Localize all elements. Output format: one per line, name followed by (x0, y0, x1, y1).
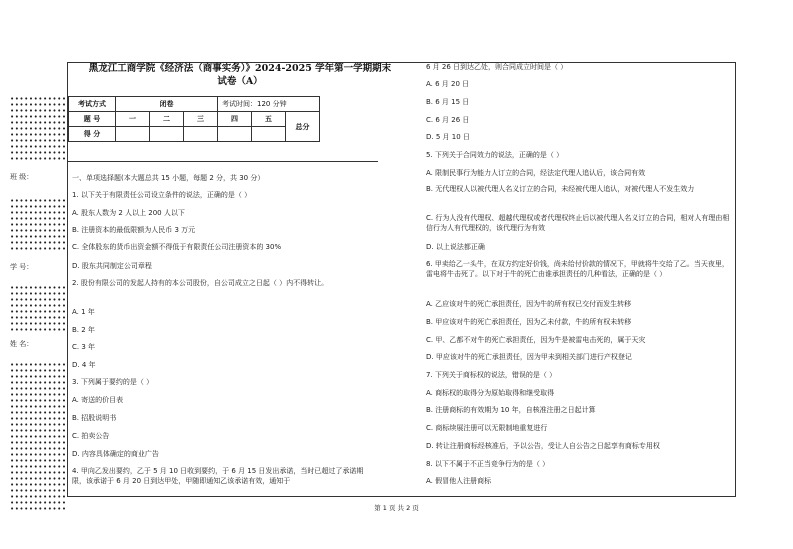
q6-option-d: D. 甲应该对牛的死亡承担责任，因为甲未到相关部门进行产权登记 (426, 353, 632, 361)
dot-row: •••••••••••• (10, 499, 67, 507)
dot-row: •••••••••••• (10, 463, 67, 471)
dot-row: •••••••••••• (10, 451, 67, 459)
dot-row: •••••••••••• (10, 397, 67, 405)
dot-row: •••••••••••• (10, 209, 67, 217)
exam-title-line2: 试卷（A） (217, 76, 263, 87)
score-cell (184, 127, 218, 142)
score-cell (252, 127, 286, 142)
dot-row: •••••••••••• (10, 433, 67, 441)
exam-time: 考试时间：120 分钟 (218, 97, 320, 112)
q5-option-b: B. 无代理权人以被代理人名义订立的合同，未经被代理人追认，对被代理人不发生效力 (426, 185, 695, 193)
dot-row: •••••••••••• (10, 379, 67, 387)
dot-row: •••••••••••• (10, 125, 67, 133)
q2-stem: 2. 股份有限公司的发起人持有的本公司股份，自公司成立之日起（ ）内不得转让。 (72, 279, 329, 287)
dot-row: •••••••••••• (10, 215, 67, 223)
q3-option-b: B. 招股说明书 (72, 414, 117, 422)
q5-option-a: A. 限制民事行为能力人订立的合同，经法定代理人追认后，该合同有效 (426, 169, 646, 177)
q3-option-c: C. 拍卖公告 (72, 432, 110, 440)
dot-row: •••••••••••• (10, 302, 67, 310)
col-4: 四 (218, 112, 252, 127)
q5-option-c: C. 行为人没有代理权、超越代理权或者代理权终止后以被代理人名义订立的合同，相对人有理由相信行为人有代理权的，该代理行为有效 (426, 214, 730, 232)
q5-stem: 5. 下列关于合同效力的说法，正确的是（ ） (426, 151, 564, 159)
dot-row: •••••••••••• (10, 284, 67, 292)
q1-option-b: B. 注册资本的最低限额为人民币 3 万元 (72, 226, 196, 234)
dot-row: •••••••••••• (10, 493, 67, 501)
dot-row: •••••••••••• (10, 314, 67, 322)
name-label: 姓 名： (10, 340, 34, 348)
dot-row: •••••••••••• (10, 95, 67, 103)
q1-option-d: D. 股东共同制定公司章程 (72, 262, 152, 270)
dot-row: •••••••••••• (10, 296, 67, 304)
q4-option-d: D. 5 月 10 日 (426, 133, 470, 141)
q6-option-c: C. 甲、乙都不对牛的死亡承担责任，因为牛是被雷电击死的，属于天灾 (426, 336, 646, 344)
dot-row: •••••••••••• (10, 320, 67, 328)
dot-row: •••••••••••• (10, 233, 67, 241)
dot-row: •••••••••••• (10, 361, 67, 369)
dot-row: •••••••••••• (10, 131, 67, 139)
col-3: 三 (184, 112, 218, 127)
score-cell (116, 127, 150, 142)
q3-option-d: D. 内容具体确定的商业广告 (72, 450, 159, 458)
q2-option-a: A. 1 年 (72, 308, 95, 316)
dot-row: •••••••••••• (10, 403, 67, 411)
binding-dots (10, 284, 67, 334)
dot-row: •••••••••••• (10, 113, 67, 121)
dot-row: •••••••••••• (10, 445, 67, 453)
dot-row: •••••••••••• (10, 149, 67, 157)
q8-option-a: A. 假冒他人注册商标 (426, 477, 492, 485)
dot-row: •••••••••••• (10, 227, 67, 235)
class-label: 班 级： (10, 173, 34, 181)
dot-row: •••••••••••• (10, 481, 67, 489)
dot-row: •••••••••••• (10, 203, 67, 211)
binding-dots (10, 197, 67, 253)
score-table (68, 96, 320, 142)
q5-option-d: D. 以上说法都正确 (426, 243, 485, 251)
divider (68, 161, 378, 162)
q7-option-b: B. 注册商标的有效期为 10 年，自核准注册之日起计算 (426, 406, 596, 414)
dot-row: •••••••••••• (10, 421, 67, 429)
col-5: 五 (252, 112, 286, 127)
q6-option-b: B. 甲应该对牛的死亡承担责任，因为乙未付款，牛的所有权未转移 (426, 318, 632, 326)
dot-row: •••••••••••• (10, 155, 67, 163)
score-label: 得 分 (69, 127, 116, 142)
dot-row: •••••••••••• (10, 409, 67, 417)
student-id-label: 学 号： (10, 263, 34, 271)
q3-stem: 3. 下列属于要约的是（ ） (72, 378, 154, 386)
dot-row: •••••••••••• (10, 197, 67, 205)
score-cell (218, 127, 252, 142)
total-label: 总分 (286, 112, 320, 142)
q7-option-c: C. 商标续展注册可以无限制地重复进行 (426, 424, 548, 432)
dot-row: •••••••••••• (10, 475, 67, 483)
q1-option-a: A. 股东人数为 2 人以上 200 人以下 (72, 209, 185, 217)
binding-dots (10, 361, 67, 513)
q6-stem: 6. 甲卖给乙一头牛，在双方约定好价钱，尚未给付价款的情况下，甲就将牛交给了乙。当天夜里，雷电将牛击死了。以下对于牛的死亡由谁承担责任的几种看法，正确的是（ ） (426, 260, 729, 278)
col-2: 二 (150, 112, 184, 127)
qnum-label: 题 号 (69, 112, 116, 127)
dot-row: •••••••••••• (10, 385, 67, 393)
dot-row: •••••••••••• (10, 326, 67, 334)
exam-mode-value: 闭卷 (116, 97, 218, 112)
q4-stem-continued: 6 月 26 日到达乙处，则合同成立时间是（ ） (426, 63, 568, 71)
binding-dots (10, 95, 67, 163)
dot-row: •••••••••••• (10, 457, 67, 465)
col-1: 一 (116, 112, 150, 127)
q2-option-d: D. 4 年 (72, 361, 96, 369)
dot-row: •••••••••••• (10, 137, 67, 145)
q1-stem: 1. 以下关于有限责任公司设立条件的说法，正确的是（ ） (72, 191, 252, 199)
dot-row: •••••••••••• (10, 119, 67, 127)
q2-option-b: B. 2 年 (72, 326, 95, 334)
q2-option-c: C. 3 年 (72, 343, 96, 351)
dot-row: •••••••••••• (10, 101, 67, 109)
exam-title-line1: 黑龙江工商学院《经济法（商事实务）》2024-2025 学年第一学期期末 (88, 63, 392, 74)
section-heading: 一、单项选择题(本大题总共 15 小题，每题 2 分，共 30 分） (72, 174, 265, 182)
q3-option-a: A. 寄送的价目表 (72, 396, 124, 404)
dot-row: •••••••••••• (10, 107, 67, 115)
q4-stem: 4. 甲向乙发出要约，乙于 5 月 10 日收到要约，于 6 月 15 日发出承诺，当时已超过了承诺期限，该承诺于 6 月 20 日到达甲处，甲随即通知乙该承诺有效，通知于 (72, 467, 364, 485)
dot-row: •••••••••••• (10, 439, 67, 447)
q7-option-a: A. 商标权的取得分为原始取得和继受取得 (426, 389, 555, 397)
dot-row: •••••••••••• (10, 427, 67, 435)
q7-option-d: D. 转让注册商标经核准后，予以公告，受让人自公告之日起享有商标专用权 (426, 442, 660, 450)
exam-mode-label: 考试方式 (69, 97, 116, 112)
page-footer: 第 1 页 共 2 页 (374, 504, 419, 512)
dot-row: •••••••••••• (10, 487, 67, 495)
q7-stem: 7. 下列关于商标权的说法，错误的是（ ） (426, 371, 557, 379)
dot-row: •••••••••••• (10, 308, 67, 316)
dot-row: •••••••••••• (10, 505, 67, 513)
q4-option-b: B. 6 月 15 日 (426, 98, 470, 106)
q4-option-a: A. 6 月 20 日 (426, 80, 470, 88)
q6-option-a: A. 乙应该对牛的死亡承担责任，因为牛的所有权已交付而发生转移 (426, 300, 632, 308)
dot-row: •••••••••••• (10, 143, 67, 151)
dot-row: •••••••••••• (10, 221, 67, 229)
dot-row: •••••••••••• (10, 367, 67, 375)
q1-option-c: C. 全体股东的货币出资金额不得低于有限责任公司注册资本的 30% (72, 243, 282, 251)
dot-row: •••••••••••• (10, 245, 67, 253)
dot-row: •••••••••••• (10, 239, 67, 247)
dot-row: •••••••••••• (10, 373, 67, 381)
q4-option-c: C. 6 月 26 日 (426, 116, 470, 124)
q8-stem: 8. 以下不属于不正当竞争行为的是（ ） (426, 460, 550, 468)
dot-row: •••••••••••• (10, 391, 67, 399)
dot-row: •••••••••••• (10, 469, 67, 477)
score-cell (150, 127, 184, 142)
dot-row: •••••••••••• (10, 290, 67, 298)
dot-row: •••••••••••• (10, 415, 67, 423)
